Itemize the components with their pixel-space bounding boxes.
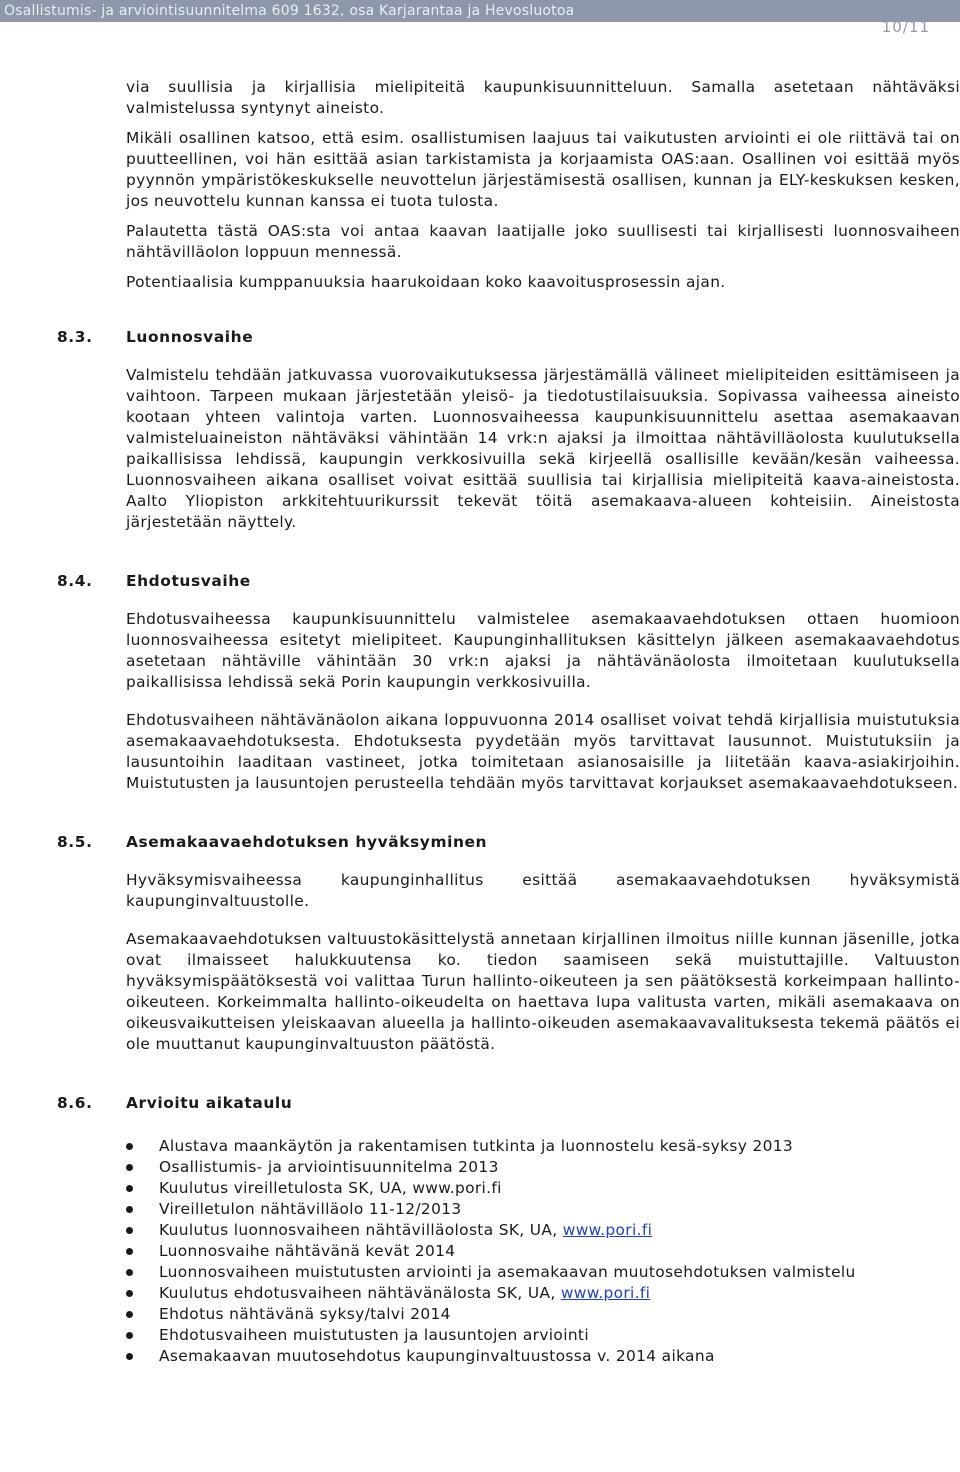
schedule-item: Asemakaavan muutosehdotus kaupunginvaltuustossa v. 2014 aikana — [126, 1346, 960, 1367]
intro-paragraph-4: Potentiaalisia kumppanuuksia haarukoidaan koko kaavoitusprosessin ajan. — [126, 273, 726, 291]
schedule-item: Luonnosvaihe nähtävänä kevät 2014 — [126, 1241, 960, 1262]
schedule-list — [126, 1136, 960, 1367]
section-number: 8.6. — [57, 1094, 93, 1112]
section-heading — [57, 327, 960, 348]
section-8-5 — [57, 832, 960, 1055]
section-8-4 — [57, 571, 960, 794]
section-heading — [57, 832, 960, 853]
section-title: Arvioitu aikataulu — [126, 1094, 293, 1112]
intro-paragraph-2: Mikäli osallinen katsoo, että esim. osallistumisen laajuus tai vaikutusten arviointi ei ole riittävä tai on puutteellinen, voi hän esittää asian tarkistamista ja korjaamista OAS:aan. Osallinen voi esittää myös pyynnön ympäristökeskukselle neuvottelun järjestämisestä osallisen, kunnan ja ELY-keskuksen kesken, jos neuvottelu kunnan kanssa ei tuota tulosta. — [126, 129, 960, 210]
page-number: 10/11 — [881, 18, 930, 36]
schedule-item: Luonnosvaiheen muistutusten arviointi ja asemakaavan muutosehdotuksen valmistelu — [126, 1262, 960, 1283]
document-body — [57, 77, 960, 1367]
document-header-bar — [0, 0, 960, 22]
schedule-item: Kuulutus vireilletulosta SK, UA, www.pori.fi — [126, 1178, 960, 1199]
section-title: Ehdotusvaihe — [126, 572, 251, 590]
section-paragraph: Valmistelu tehdään jatkuvassa vuorovaikutuksessa järjestämällä välineet mielipiteiden esittämiseen ja vaihtoon. Tarpeen mukaan järjestetään yleisö- ja tiedotustilaisuuksia. Sopivassa vaiheessa aineisto kootaan yhteen valintoja varten. Luonnosvaiheessa kaupunkisuunnittelu asettaa asemakaavan valmisteluaineiston nähtäväksi vähintään 14 vrk:n ajaksi ja ilmoittaa nähtävilläolosta kuulutuksella paikallisissa lehdissä, kaupungin verkkosivuilla sekä kirjeellä osallisille kevään/kesän vaiheessa. Luonnosvaiheen aikana osalliset voivat esittää suullisia tai kirjallisia mielipiteitä kaava-aineistosta. Aalto Yliopiston arkkitehtuurikurssit tekevät töitä asemakaava-alueen kohteisiin. Aineistosta järjestetään näyttely. — [126, 366, 960, 531]
section-paragraph: Asemakaavaehdotuksen valtuustokäsittelystä annetaan kirjallinen ilmoitus niille kunnan jäsenille, jotka ovat ilmaisseet halukkuutensa ko. tiedon saamiseen sekä muistuttajille. Valtuuston hyväksymispäätöksestä voi valittaa Turun hallinto-oikeuteen ja sen päätöksestä korkeimpaan hallinto-oikeuteen. Korkeimmalta hallinto-oikeudelta on haettava lupa valitusta varten, mikäli asemakaava on oikeusvaikutteisen yleiskaavan alueella ja hallinto-oikeuden asemakaavavalituksesta tekemä päätös ei ole muuttanut kaupunginvaltuuston päätöstä. — [126, 930, 960, 1053]
link-pori[interactable]: www.pori.fi — [562, 1221, 653, 1239]
section-paragraph: Ehdotusvaiheessa kaupunkisuunnittelu valmistelee asemakaavaehdotuksen ottaen huomioon luonnosvaiheessa esitetyt mielipiteet. Kaupunginhallituksen käsittelyn jälkeen asemakaavaehdotus asetetaan nähtäville vähintään 30 vrk:n ajaksi ja nähtävänäolosta ilmoitetaan kuulutuksella paikallisissa lehdissä sekä Porin kaupungin verkkosivuilla. — [126, 610, 960, 691]
section-title: Luonnosvaihe — [126, 328, 254, 346]
schedule-item: Ehdotusvaiheen muistutusten ja lausuntojen arviointi — [126, 1325, 960, 1346]
section-number: 8.4. — [57, 572, 93, 590]
link-pori[interactable]: www.pori.fi — [560, 1284, 651, 1302]
section-heading — [57, 1093, 960, 1114]
schedule-item: Alustava maankäytön ja rakentamisen tutkinta ja luonnostelu kesä-syksy 2013 — [126, 1136, 960, 1157]
intro-paragraph-3: Palautetta tästä OAS:sta voi antaa kaavan laatijalle joko suullisesti tai kirjallisesti luonnosvaiheen nähtävilläolon loppuun mennessä. — [126, 222, 960, 261]
intro-paragraph-1: via suullisia ja kirjallisia mielipiteitä kaupunkisuunnitteluun. Samalla asetetaan nähtäväksi valmistelussa syntynyt aineisto. — [126, 78, 960, 117]
schedule-item: Kuulutus ehdotusvaiheen nähtävänälosta SK, UA, www.pori.fi — [126, 1283, 960, 1304]
section-number: 8.3. — [57, 328, 93, 346]
section-number: 8.5. — [57, 833, 93, 851]
section-title: Asemakaavaehdotuksen hyväksyminen — [126, 833, 488, 851]
section-paragraph: Ehdotusvaiheen nähtävänäolon aikana loppuvuonna 2014 osalliset voivat tehdä kirjallisia muistutuksia asemakaavaehdotuksesta. Ehdotuksesta pyydetään myös tarvittavat lausunnot. Muistutuksiin ja lausuntoihin laaditaan vastineet, jotka toimitetaan asianosaisille ja liitetään kaava-asiakirjoihin. Muistutusten ja lausuntojen perusteella tehdään myös tarvittavat korjaukset asemakaavaehdotukseen. — [126, 711, 960, 792]
schedule-item: Osallistumis- ja arviointisuunnitelma 2013 — [126, 1157, 960, 1178]
section-8-3 — [57, 327, 960, 533]
section-heading — [57, 571, 960, 592]
schedule-item: Ehdotus nähtävänä syksy/talvi 2014 — [126, 1304, 960, 1325]
section-8-6 — [57, 1093, 960, 1367]
document-title: Osallistumis- ja arviointisuunnitelma 609 1632, osa Karjarantaa ja Hevosluotoa — [4, 3, 575, 19]
section-paragraph: Hyväksymisvaiheessa kaupunginhallitus esittää asemakaavaehdotuksen hyväksymistä kaupunginvaltuustolle. — [126, 871, 960, 910]
schedule-item: Vireilletulon nähtävilläolo 11-12/2013 — [126, 1199, 960, 1220]
schedule-item: Kuulutus luonnosvaiheen nähtävilläolosta SK, UA, www.pori.fi — [126, 1220, 960, 1241]
